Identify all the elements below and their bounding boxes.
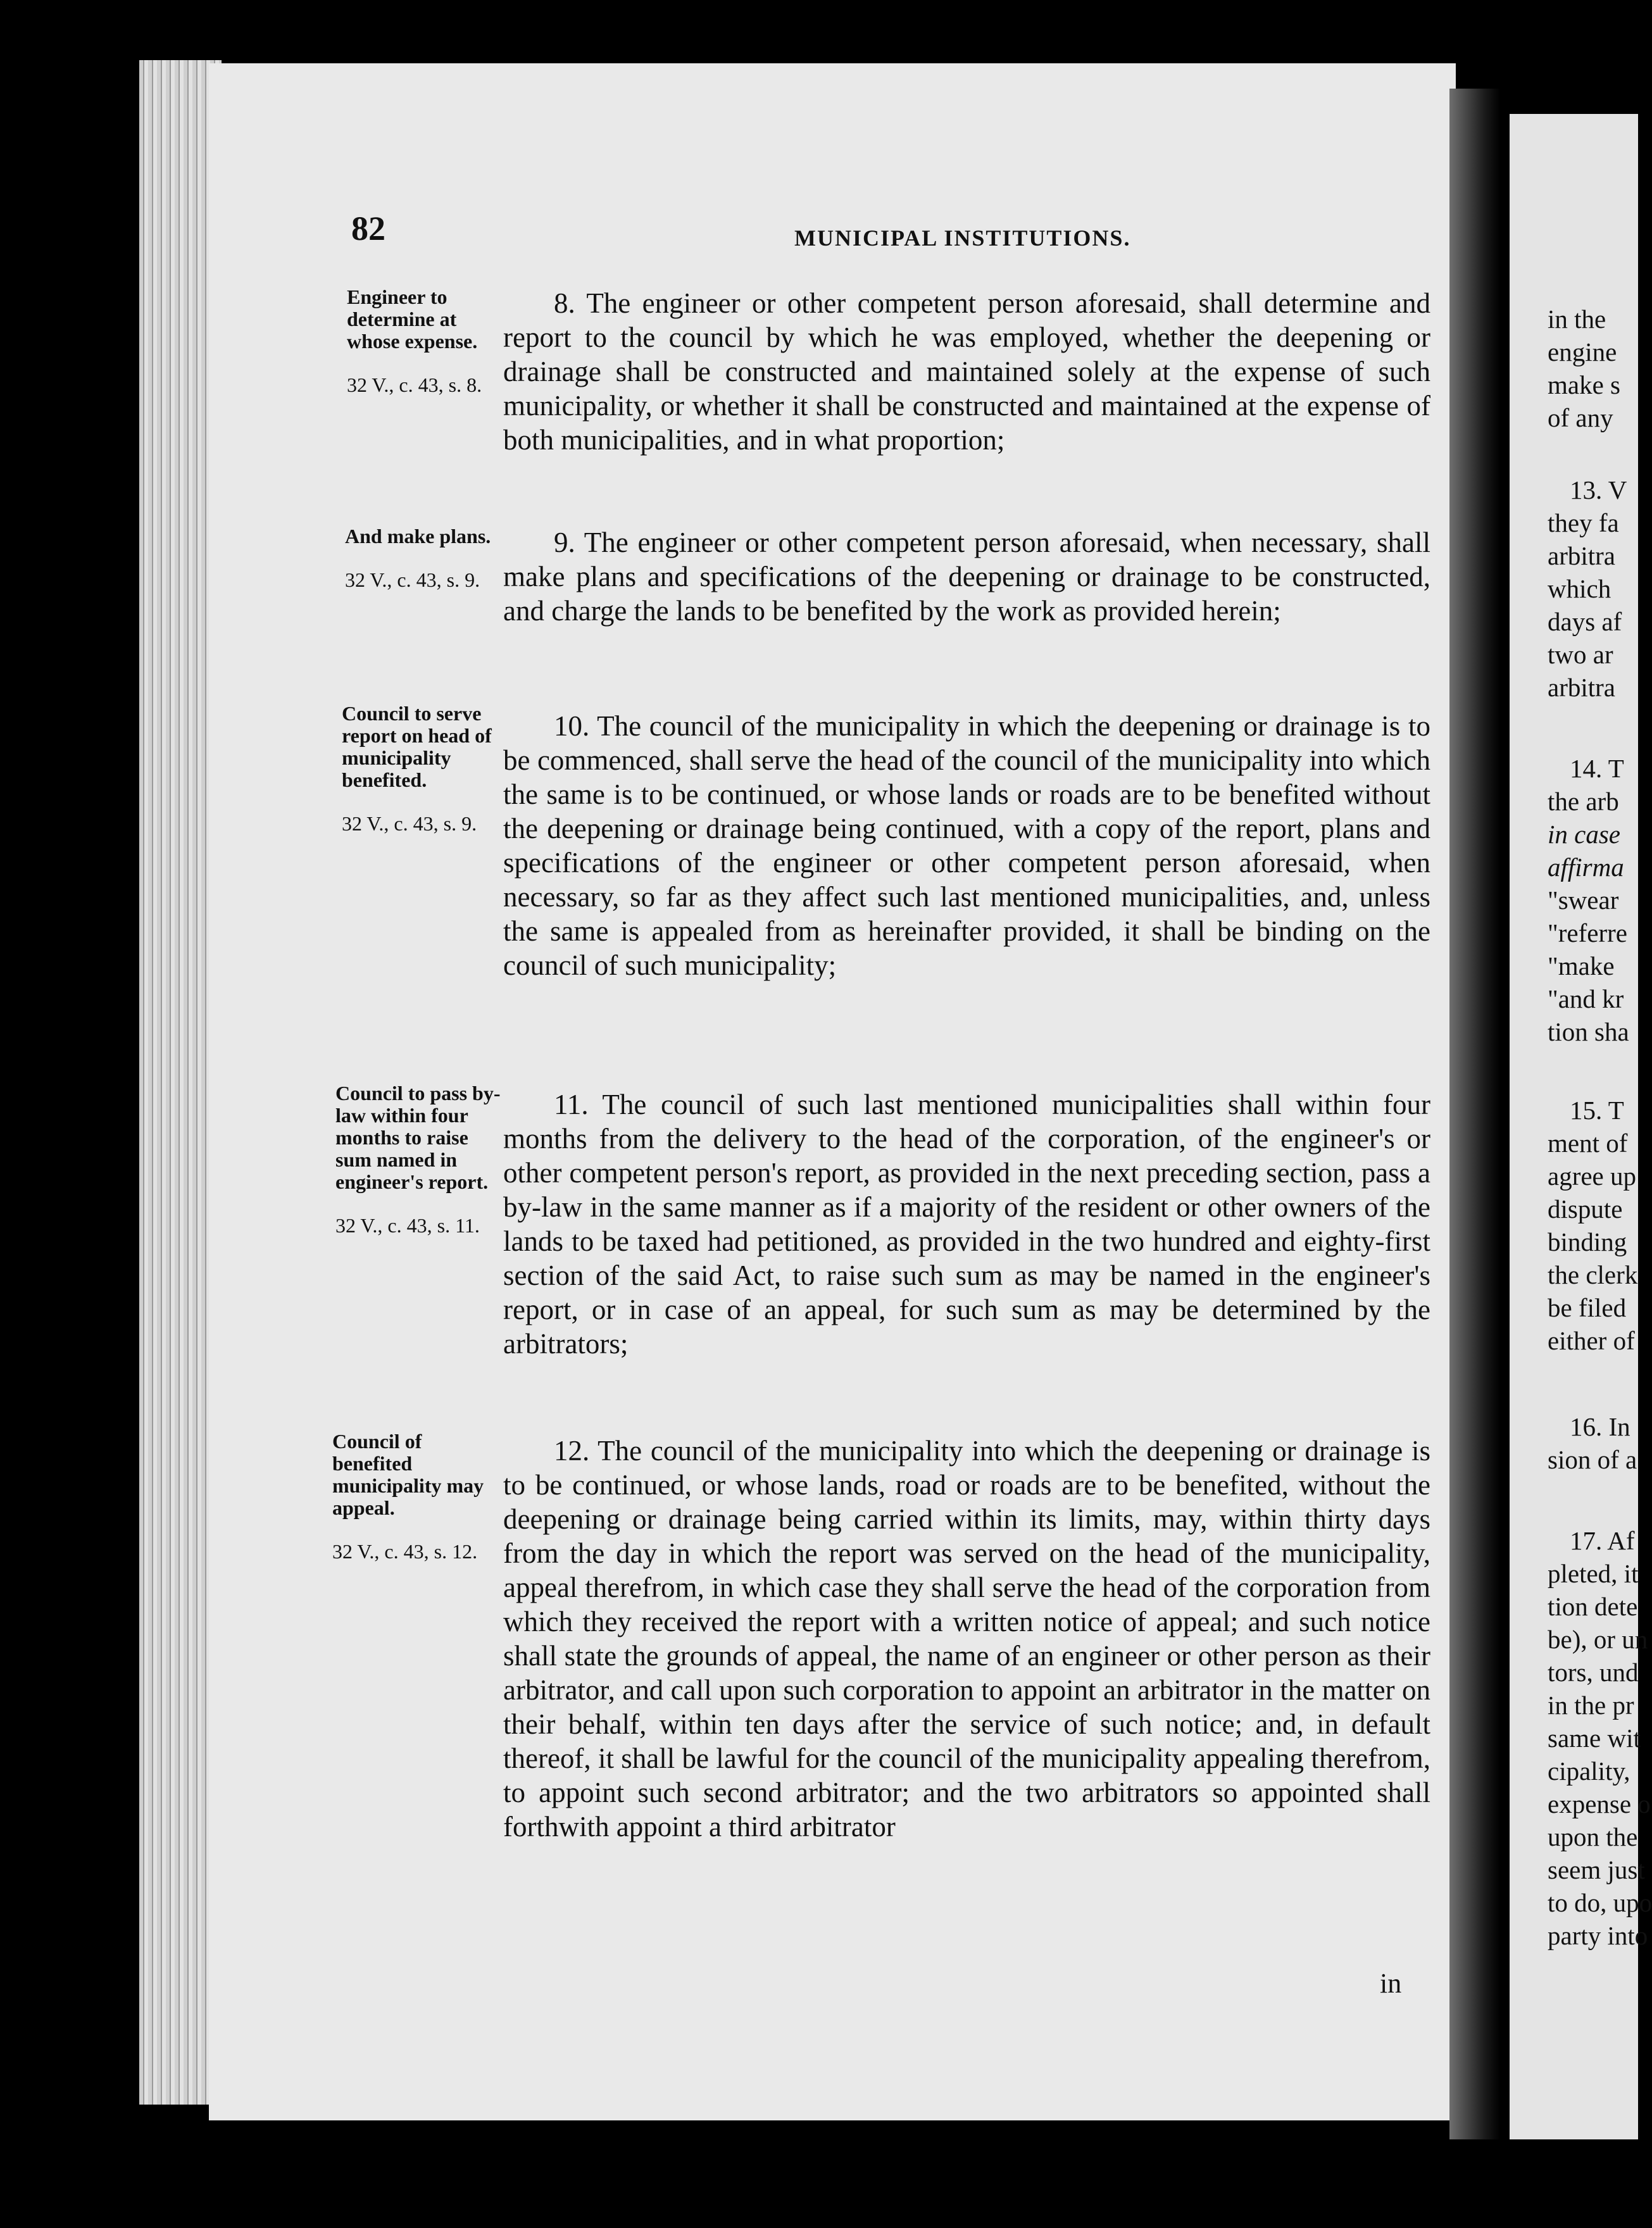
facing-line: affirma: [1548, 853, 1624, 882]
facing-line: of any: [1548, 403, 1613, 432]
facing-line: to do, upo: [1548, 1888, 1652, 1917]
section-9-text: 9. The engineer or other competent person aforesaid, when necessary, shall make plans and specifications of the deepening or drainage to be constructed, and charge the lands to be benefited by the work as provided herein;: [503, 527, 1430, 627]
citation-s10: 32 V., c. 43, s. 9.: [342, 812, 477, 835]
facing-line: arbitra: [1548, 673, 1615, 702]
facing-line: dispute: [1548, 1194, 1623, 1224]
facing-line: cipality,: [1548, 1756, 1630, 1786]
facing-line: 17. Af: [1570, 1526, 1635, 1555]
facing-line: "swear: [1548, 886, 1619, 915]
facing-line: expense o: [1548, 1789, 1651, 1818]
facing-line: days af: [1548, 607, 1622, 636]
margin-note-s9: And make plans. 32 V., c. 43, s. 9.: [345, 525, 494, 591]
facing-line: in the pr: [1548, 1691, 1634, 1720]
facing-line: either of: [1548, 1326, 1635, 1355]
citation-s9: 32 V., c. 43, s. 9.: [345, 568, 480, 591]
facing-line: 14. T: [1570, 754, 1624, 783]
facing-page: [1510, 114, 1652, 2139]
facing-line: "and kr: [1548, 984, 1624, 1013]
facing-line: engine: [1548, 337, 1617, 366]
facing-line: arbitra: [1548, 541, 1615, 570]
gutter-shadow: [1449, 89, 1500, 2139]
facing-line: which: [1548, 574, 1611, 603]
margin-note-s12: Council of benefited municipality may appeal. 32 V., c. 43, s. 12.: [332, 1430, 484, 1563]
facing-line: 15. T: [1570, 1096, 1624, 1125]
catchword: in: [1380, 1968, 1402, 1999]
facing-line: the arb: [1548, 787, 1619, 816]
section-8-text: 8. The engineer or other competent person aforesaid, shall determine and report to the council by which he was employed, whether the deepening or drainage shall be constructed and maintained solely at the expense of such municipality, or whether it shall be constructed and maintained at the expense of both municipalities, and in what proportion;: [503, 287, 1430, 456]
facing-line: 13. V: [1570, 475, 1627, 504]
facing-line: 16. In: [1570, 1412, 1630, 1441]
facing-line: be filed: [1548, 1293, 1627, 1322]
facing-line: tors, und: [1548, 1658, 1639, 1687]
section-12-text: 12. The council of the municipality into which the deepening or drainage is to be continued, or whose lands, road or roads are to be benefited, without the deepening or drainage being carried within its limits, may, within thirty days from the day in which the report was served on the head of the municipality, appeal therefrom, in which case they shall serve the head of the corporation from which they received the report with a written notice of appeal; and such notice shall state the grounds of appeal, the name of an engineer or other person as their arbitrator, and call upon such corporation to appoint an arbitrator in the matter on their behalf, within ten days after the service of such notice; and, in default thereof, it shall be lawful for the council of the municipality appealing therefrom, to appoint such second arbitrator; and the two arbitrators so appointed shall forthwith appoint a third arbitrator: [503, 1435, 1430, 1843]
facing-line: upon the: [1548, 1822, 1638, 1851]
facing-line: binding: [1548, 1227, 1627, 1256]
facing-line: two ar: [1548, 640, 1613, 669]
facing-line: be), or un: [1548, 1625, 1648, 1654]
facing-line: seem just: [1548, 1855, 1645, 1884]
facing-line: in case: [1548, 820, 1620, 849]
margin-note-s8: Engineer to determine at whose expense. 32 V., c. 43, s. 8.: [347, 286, 496, 396]
facing-line: agree up: [1548, 1161, 1636, 1191]
facing-line: they fa: [1548, 508, 1619, 537]
section-11-text: 11. The council of such last mentioned municipalities shall within four months from the delivery to the head of the corporation, of the engineer's or other competent person's report, as provided in the next preceding section, pass a by-law in the same manner as if a majority of the resident or other owners of the lands to be taxed had petitioned, as provided in the two hundred and eighty-first section of the said Act, to raise such sum as may be named in the engineer's report, or in case of an appeal, for such sum as may be determined by the arbitrators;: [503, 1089, 1430, 1360]
citation-s8: 32 V., c. 43, s. 8.: [347, 373, 482, 396]
page-number: 82: [351, 210, 385, 247]
facing-line: make s: [1548, 370, 1620, 399]
citation-s11: 32 V., c. 43, s. 11.: [335, 1214, 480, 1237]
facing-line: party into: [1548, 1921, 1648, 1950]
margin-note-s11: Council to pass by-law within four months to raise sum named in engineer's report. 32 V., c. 43, s. 11.: [335, 1082, 503, 1237]
citation-s12: 32 V., c. 43, s. 12.: [332, 1540, 478, 1563]
facing-line: in the: [1548, 304, 1606, 334]
facing-line: "referre: [1548, 918, 1627, 948]
margin-note-s10: Council to serve report on head of municipality benefited. 32 V., c. 43, s. 9.: [342, 703, 503, 835]
running-head: MUNICIPAL INSTITUTIONS.: [794, 225, 1131, 251]
facing-line: tion dete: [1548, 1592, 1638, 1621]
facing-line: "make: [1548, 951, 1615, 980]
facing-line: ment of: [1548, 1129, 1628, 1158]
facing-line: pleted, it: [1548, 1559, 1639, 1588]
facing-line: the clerk: [1548, 1260, 1638, 1289]
section-10-text: 10. The council of the municipality in which the deepening or drainage is to be commenced, shall serve the head of the council of the municipality into which the same is to be continued, or whose lands or roads are to be benefited without the deepening or drainage being continued, with a copy of the report, plans and specifications of the engineer or other competent person aforesaid, when necessary, so far as they affect such last mentioned municipalities, and, unless the same is appealed from as hereinafter provided, it shall be binding on the council of such municipality;: [503, 710, 1430, 981]
facing-line: same wit: [1548, 1724, 1641, 1753]
facing-line: tion sha: [1548, 1017, 1629, 1046]
facing-line: sion of a: [1548, 1445, 1637, 1474]
